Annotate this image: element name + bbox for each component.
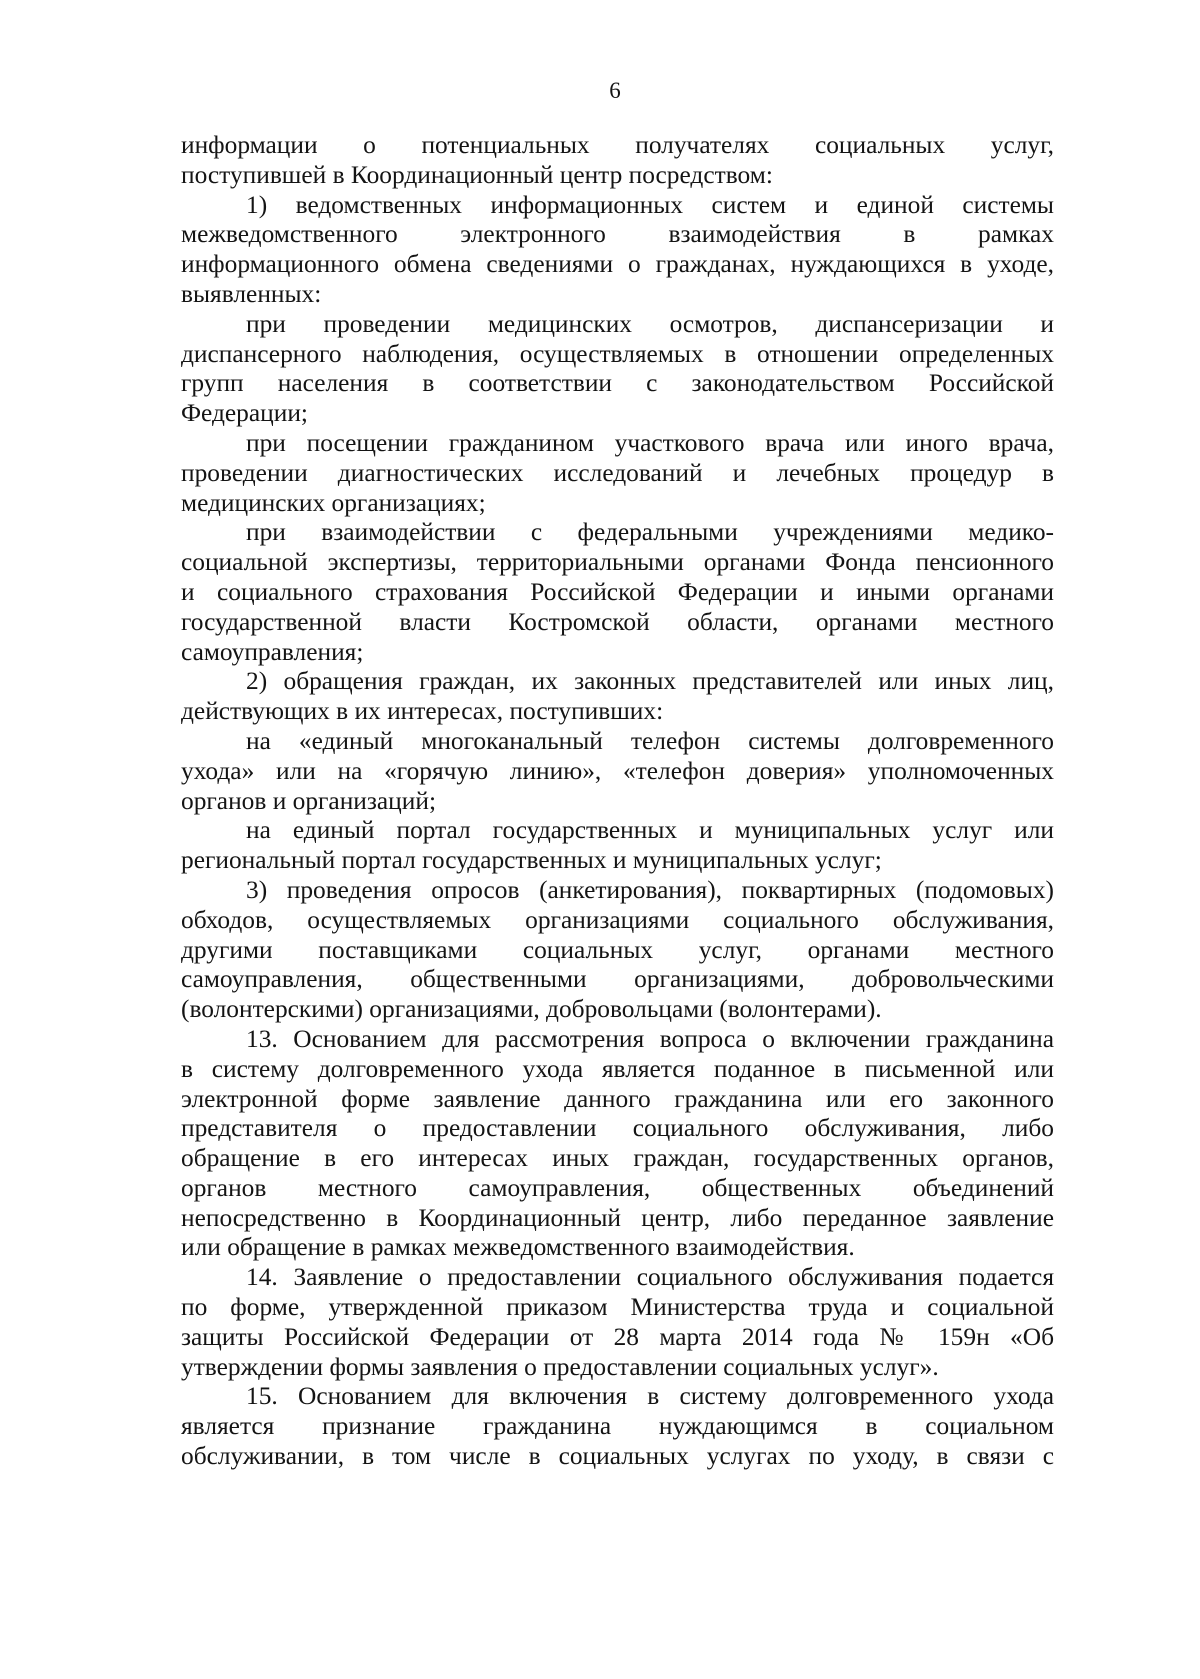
text-line: при проведении медицинских осмотров, диспансеризации и (246, 309, 1054, 338)
text-line: непосредственно в Координационный центр, либо переданное заявление (181, 1203, 1054, 1232)
text-line: и социального страхования Российской Федерации и иными органами (181, 577, 1054, 606)
text-line: ухода» или на «горячую линию», «телефон доверия» уполномоченных (181, 756, 1054, 785)
text-line: является признание гражданина нуждающимся в социальном (181, 1412, 1054, 1441)
text-line: 3) проведения опросов (анкетирования), поквартирных (подомовых) (246, 875, 1054, 904)
text-line: действующих в их интересах, поступивших: (181, 697, 664, 726)
text-line: на единый портал государственных и муниципальных услуг или (246, 816, 1054, 845)
text-line: 13. Основанием для рассмотрения вопроса о включении гражданина (246, 1024, 1054, 1053)
text-line: самоуправления, общественными организациями, добровольческими (181, 965, 1054, 994)
text-line: проведении диагностических исследований и лечебных процедур в (181, 458, 1054, 487)
text-line: при посещении гражданином участкового врача или иного врача, (246, 428, 1054, 457)
text-line: региональный портал государственных и муниципальных услуг; (181, 846, 882, 875)
text-line: на «единый многоканальный телефон системы долговременного (246, 726, 1054, 755)
text-line: выявленных: (181, 279, 322, 308)
text-line: защиты Российской Федерации от 28 марта 2014 года № 159н «Об (181, 1322, 1054, 1351)
text-line: 15. Основанием для включения в систему долговременного ухода (246, 1382, 1054, 1411)
text-line: медицинских организациях; (181, 488, 486, 517)
text-line: государственной власти Костромской области, органами местного (181, 607, 1054, 636)
text-line: по форме, утвержденной приказом Министерства труда и социальной (181, 1293, 1054, 1322)
text-line: органов местного самоуправления, общественных объединений (181, 1173, 1054, 1202)
text-line: информации о потенциальных получателях социальных услуг, (181, 131, 1054, 159)
text-line: при взаимодействии с федеральными учреждениями медико- (246, 518, 1054, 547)
document-body (181, 131, 1054, 1472)
text-line: диспансерного наблюдения, осуществляемых в отношении определенных (181, 339, 1054, 368)
text-line: социальной экспертизы, территориальными органами Фонда пенсионного (181, 548, 1054, 577)
text-line: 2) обращения граждан, их законных представителей или иных лиц, (246, 667, 1054, 696)
text-line: межведомственного электронного взаимодействия в рамках (181, 220, 1054, 249)
text-line: другими поставщиками социальных услуг, органами местного (181, 935, 1054, 964)
text-line: в систему долговременного ухода является поданное в письменной или (181, 1054, 1054, 1083)
text-line: обходов, осуществляемых организациями социального обслуживания, (181, 905, 1054, 934)
text-line: Федерации; (181, 399, 308, 428)
text-line: органов и организаций; (181, 786, 436, 815)
text-line: самоуправления; (181, 637, 364, 666)
text-line: 1) ведомственных информационных систем и единой системы (246, 190, 1054, 219)
text-line: 14. Заявление о предоставлении социального обслуживания подается (246, 1263, 1054, 1292)
text-line: представителя о предоставлении социального обслуживания, либо (181, 1114, 1054, 1143)
text-line: групп населения в соответствии с законодательством Российской (181, 369, 1054, 398)
text-line: электронной форме заявление данного гражданина или его законного (181, 1084, 1054, 1113)
text-line: или обращение в рамках межведомственного взаимодействия. (181, 1233, 855, 1262)
text-line: утверждении формы заявления о предоставлении социальных услуг». (181, 1352, 939, 1381)
text-line: обращение в его интересах иных граждан, государственных органов, (181, 1144, 1054, 1173)
text-line: информационного обмена сведениями о гражданах, нуждающихся в уходе, (181, 250, 1054, 279)
text-line: (волонтерскими) организациями, добровольцами (волонтерами). (181, 995, 882, 1024)
text-line: поступившей в Координационный центр посредством: (181, 160, 773, 189)
page-number: 6 (609, 78, 621, 103)
text-line: обслуживании, в том числе в социальных услугах по уходу, в связи с (181, 1442, 1054, 1471)
